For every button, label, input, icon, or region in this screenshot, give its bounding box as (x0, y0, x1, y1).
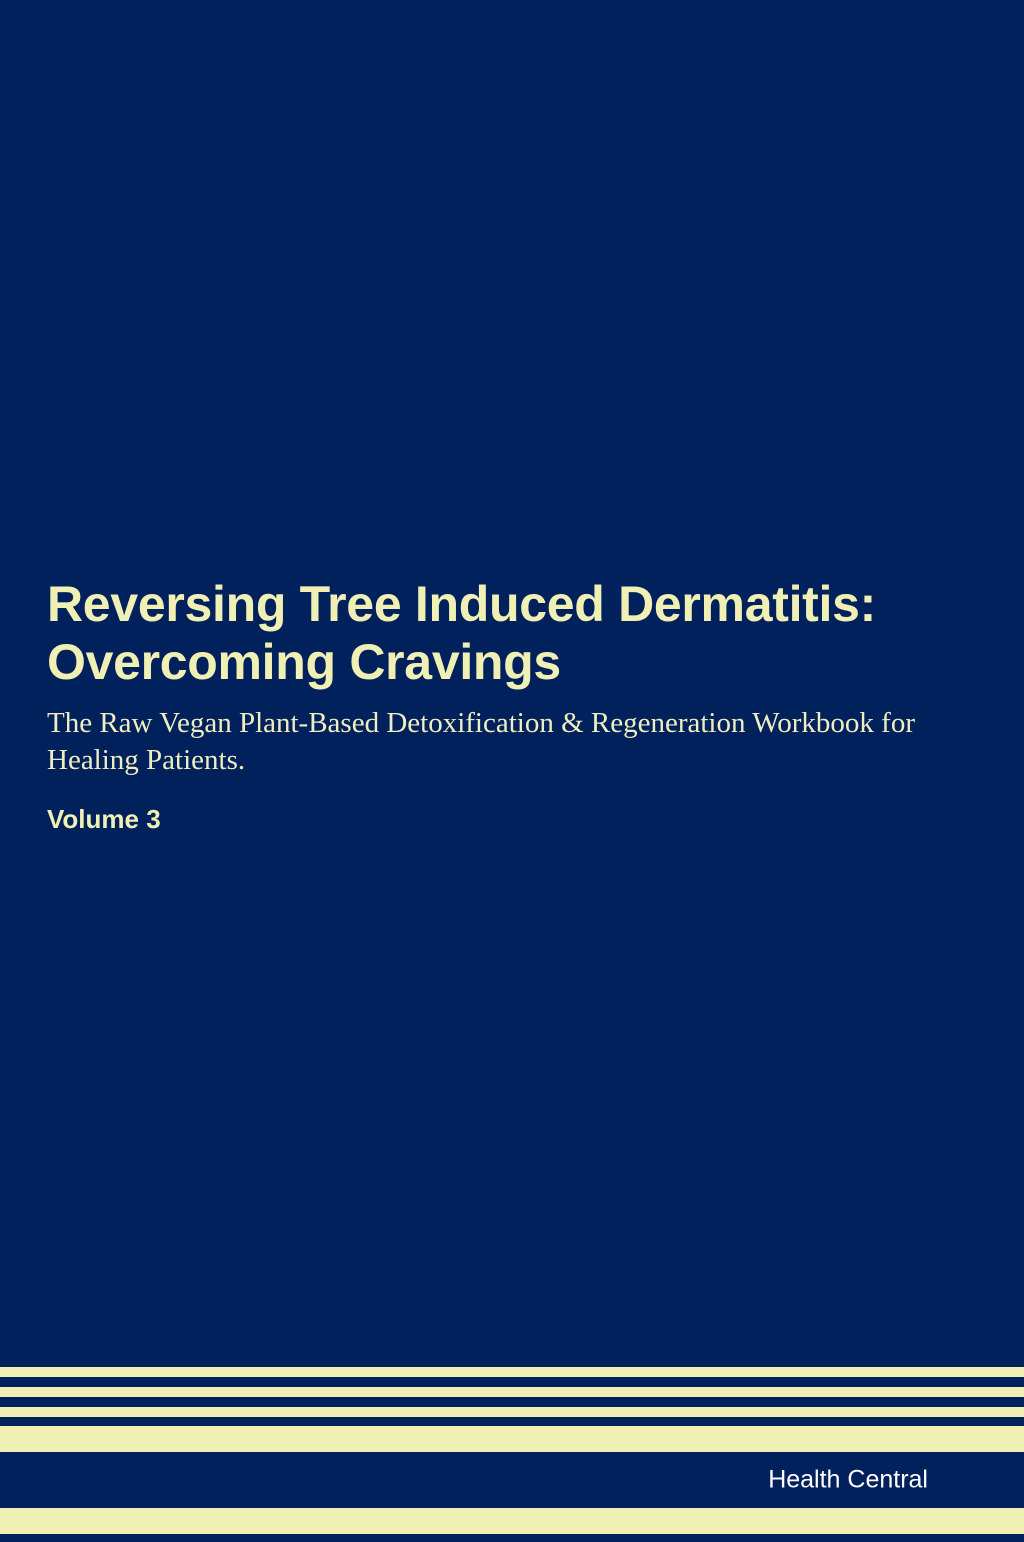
publisher-bar (0, 1452, 1024, 1508)
footer-gap-1 (0, 1377, 1024, 1387)
footer-gap-2 (0, 1397, 1024, 1407)
footer-gap-4 (0, 1534, 1024, 1542)
cover-footer (0, 1367, 1024, 1542)
publisher-name: Health Central (768, 1465, 928, 1494)
title-block (47, 575, 957, 835)
footer-stripe-5 (0, 1508, 1024, 1534)
footer-stripe-3 (0, 1407, 1024, 1417)
footer-stripe-4 (0, 1426, 1024, 1452)
footer-stripe-2 (0, 1387, 1024, 1397)
book-subtitle: The Raw Vegan Plant-Based Detoxification & Regeneration Workbook for Healing Patients. (47, 707, 915, 776)
footer-gap-3 (0, 1417, 1024, 1426)
footer-stripe-1 (0, 1367, 1024, 1377)
volume-label: Volume 3 (47, 804, 161, 835)
page-title: Reversing Tree Induced Dermatitis: Overcoming Cravings (47, 576, 876, 690)
